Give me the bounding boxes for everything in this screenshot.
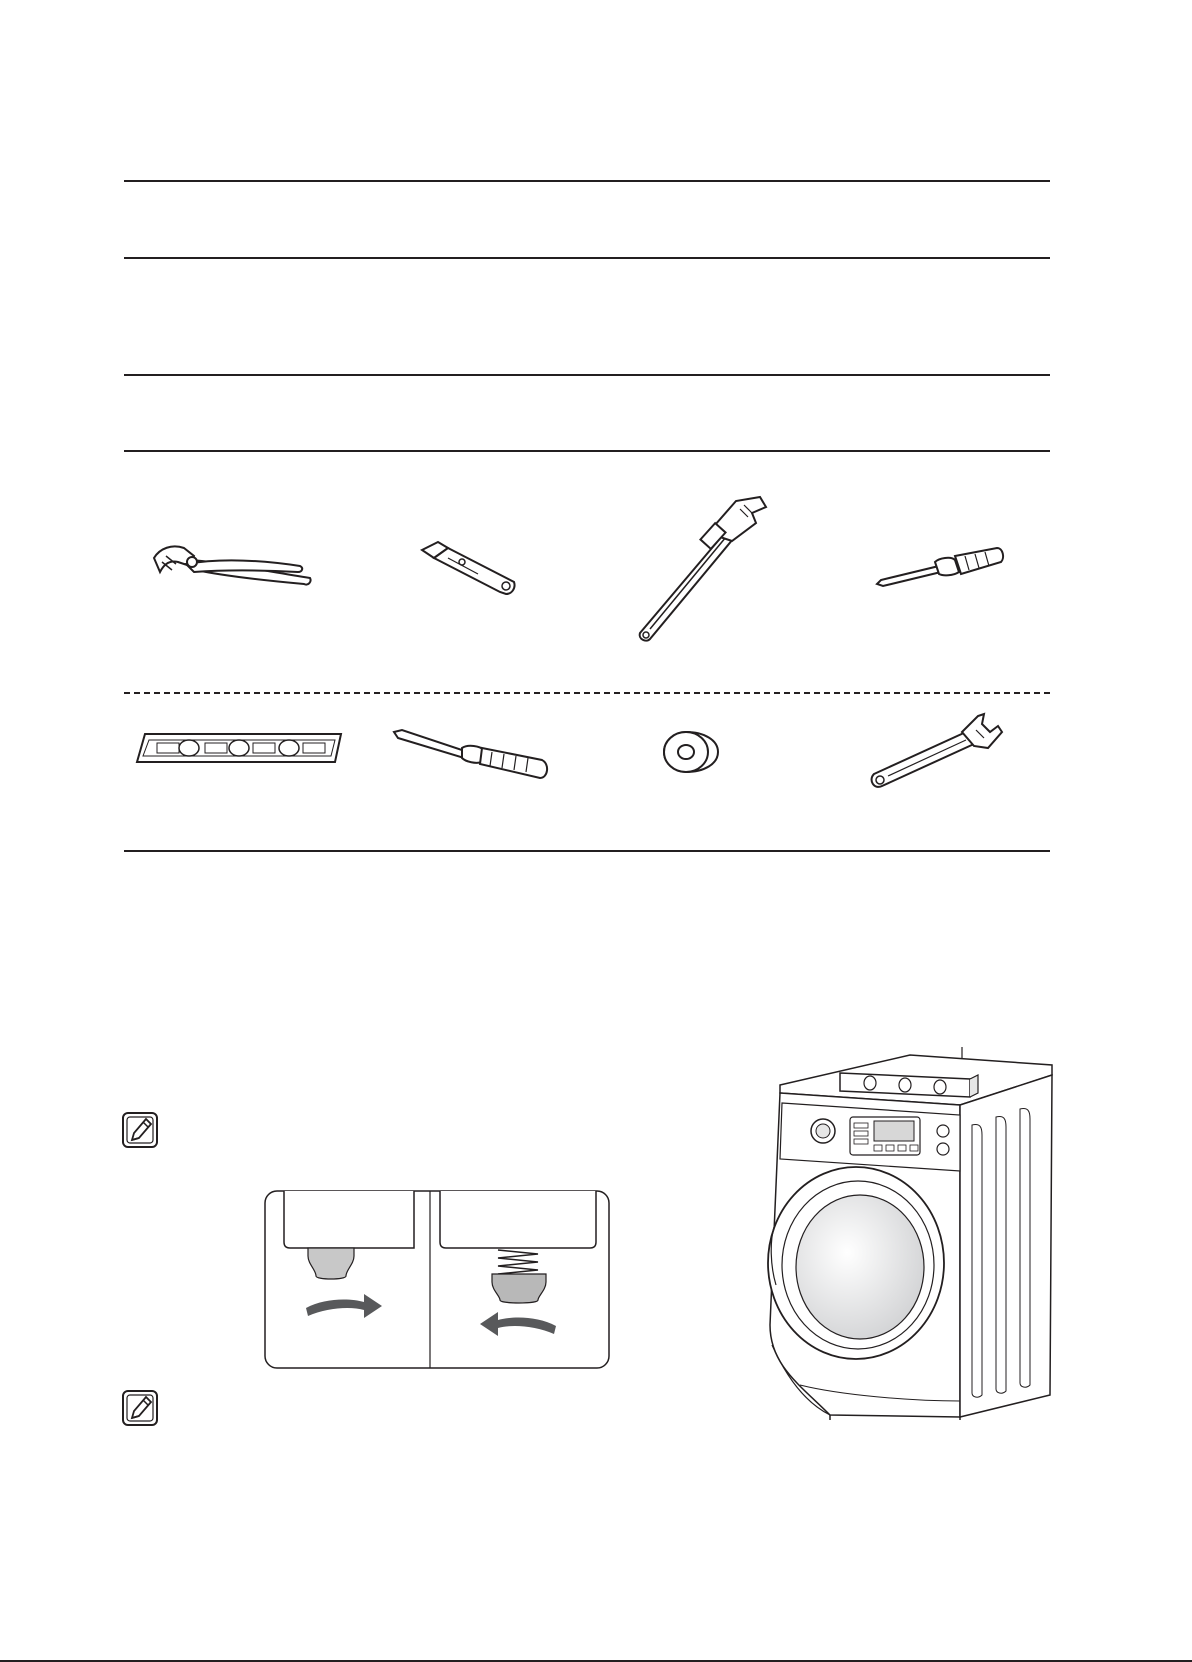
- adjustable-wrench-icon: [870, 710, 1005, 790]
- rule-5: [124, 850, 1050, 852]
- utility-knife-icon: [418, 538, 518, 598]
- washer-with-level-icon: [760, 1045, 1060, 1420]
- slip-joint-pliers-icon: [150, 540, 315, 590]
- rule-2: [124, 257, 1050, 259]
- note-pencil-icon: [122, 1112, 158, 1148]
- rule-3: [124, 374, 1050, 376]
- pipe-wrench-icon: [636, 493, 771, 643]
- rule-4: [124, 450, 1050, 452]
- leveling-feet-panel: [264, 1190, 610, 1369]
- phillips-screwdriver-icon: [875, 548, 1005, 590]
- rule-1: [124, 180, 1050, 182]
- thread-tape-icon: [660, 726, 720, 776]
- flat-screwdriver-icon: [392, 728, 552, 780]
- level-icon: [135, 732, 345, 764]
- tools-divider: [124, 692, 1050, 694]
- note-pencil-icon: [122, 1390, 158, 1426]
